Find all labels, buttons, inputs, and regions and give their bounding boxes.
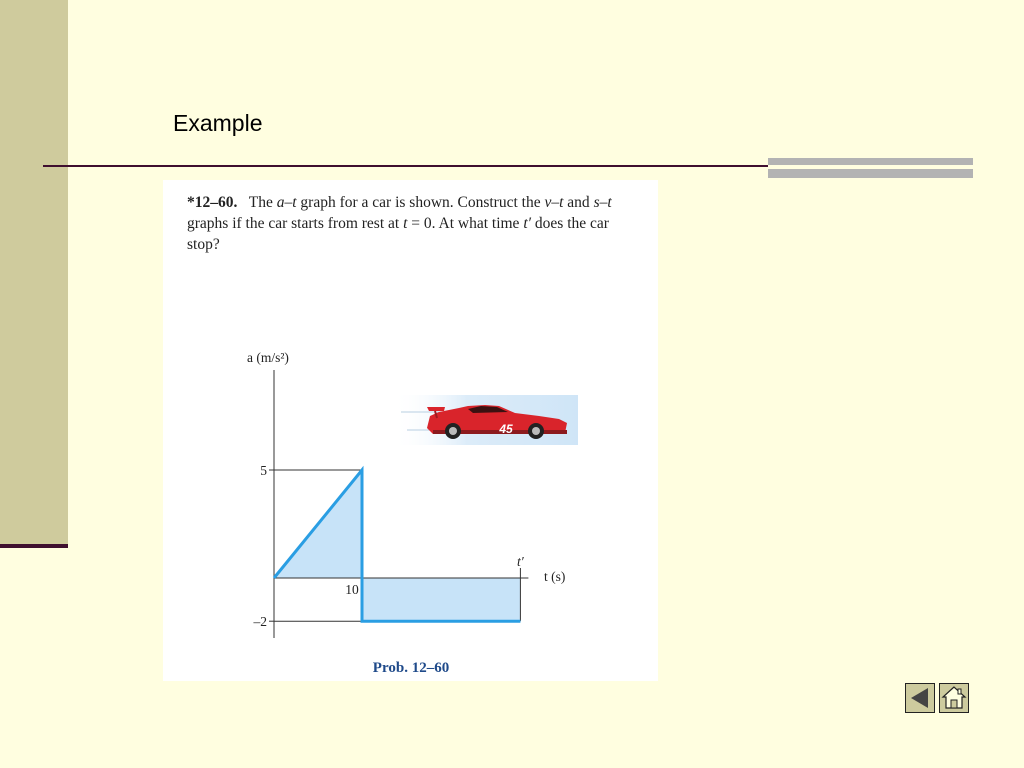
home-button[interactable] bbox=[939, 683, 969, 713]
triangle-left-icon bbox=[906, 684, 934, 712]
tick-label-5: 5 bbox=[260, 463, 267, 478]
tick-label-neg2: –2 bbox=[253, 614, 267, 630]
area-negative bbox=[362, 578, 520, 621]
x-axis-label: t (s) bbox=[544, 569, 566, 584]
slide-title: Example bbox=[173, 110, 263, 136]
problem-text: does the car stop? bbox=[187, 215, 609, 253]
problem-text: and bbox=[563, 194, 594, 211]
y-axis-label: a (m/s²) bbox=[247, 350, 289, 365]
tick-label-10: 10 bbox=[345, 582, 359, 597]
at-graph bbox=[163, 180, 658, 681]
problem-text: graphs if the car starts from rest at bbox=[187, 215, 404, 232]
back-button[interactable] bbox=[905, 683, 935, 713]
problem-var: v–t bbox=[544, 194, 564, 211]
sidebar-band bbox=[0, 0, 68, 546]
problem-var: a–t bbox=[276, 194, 297, 211]
problem-var: t′ bbox=[523, 215, 532, 232]
sidebar-underline bbox=[0, 544, 68, 548]
problem-number: *12–60. bbox=[187, 194, 238, 211]
figure-caption: Prob. 12–60 bbox=[372, 660, 450, 676]
problem-var: s–t bbox=[593, 194, 612, 211]
problem-text: graph for a car is shown. Construct the bbox=[296, 194, 545, 211]
problem-var: t bbox=[403, 215, 408, 232]
home-icon bbox=[940, 684, 968, 712]
problem-card bbox=[163, 180, 658, 681]
rule-accent bbox=[768, 158, 973, 178]
problem-text: = 0. At what time bbox=[407, 215, 524, 232]
car-number: 45 bbox=[499, 422, 513, 436]
tick-label-tprime: t′ bbox=[517, 554, 524, 569]
race-car-illustration bbox=[393, 395, 578, 445]
problem-text: The bbox=[248, 194, 277, 211]
